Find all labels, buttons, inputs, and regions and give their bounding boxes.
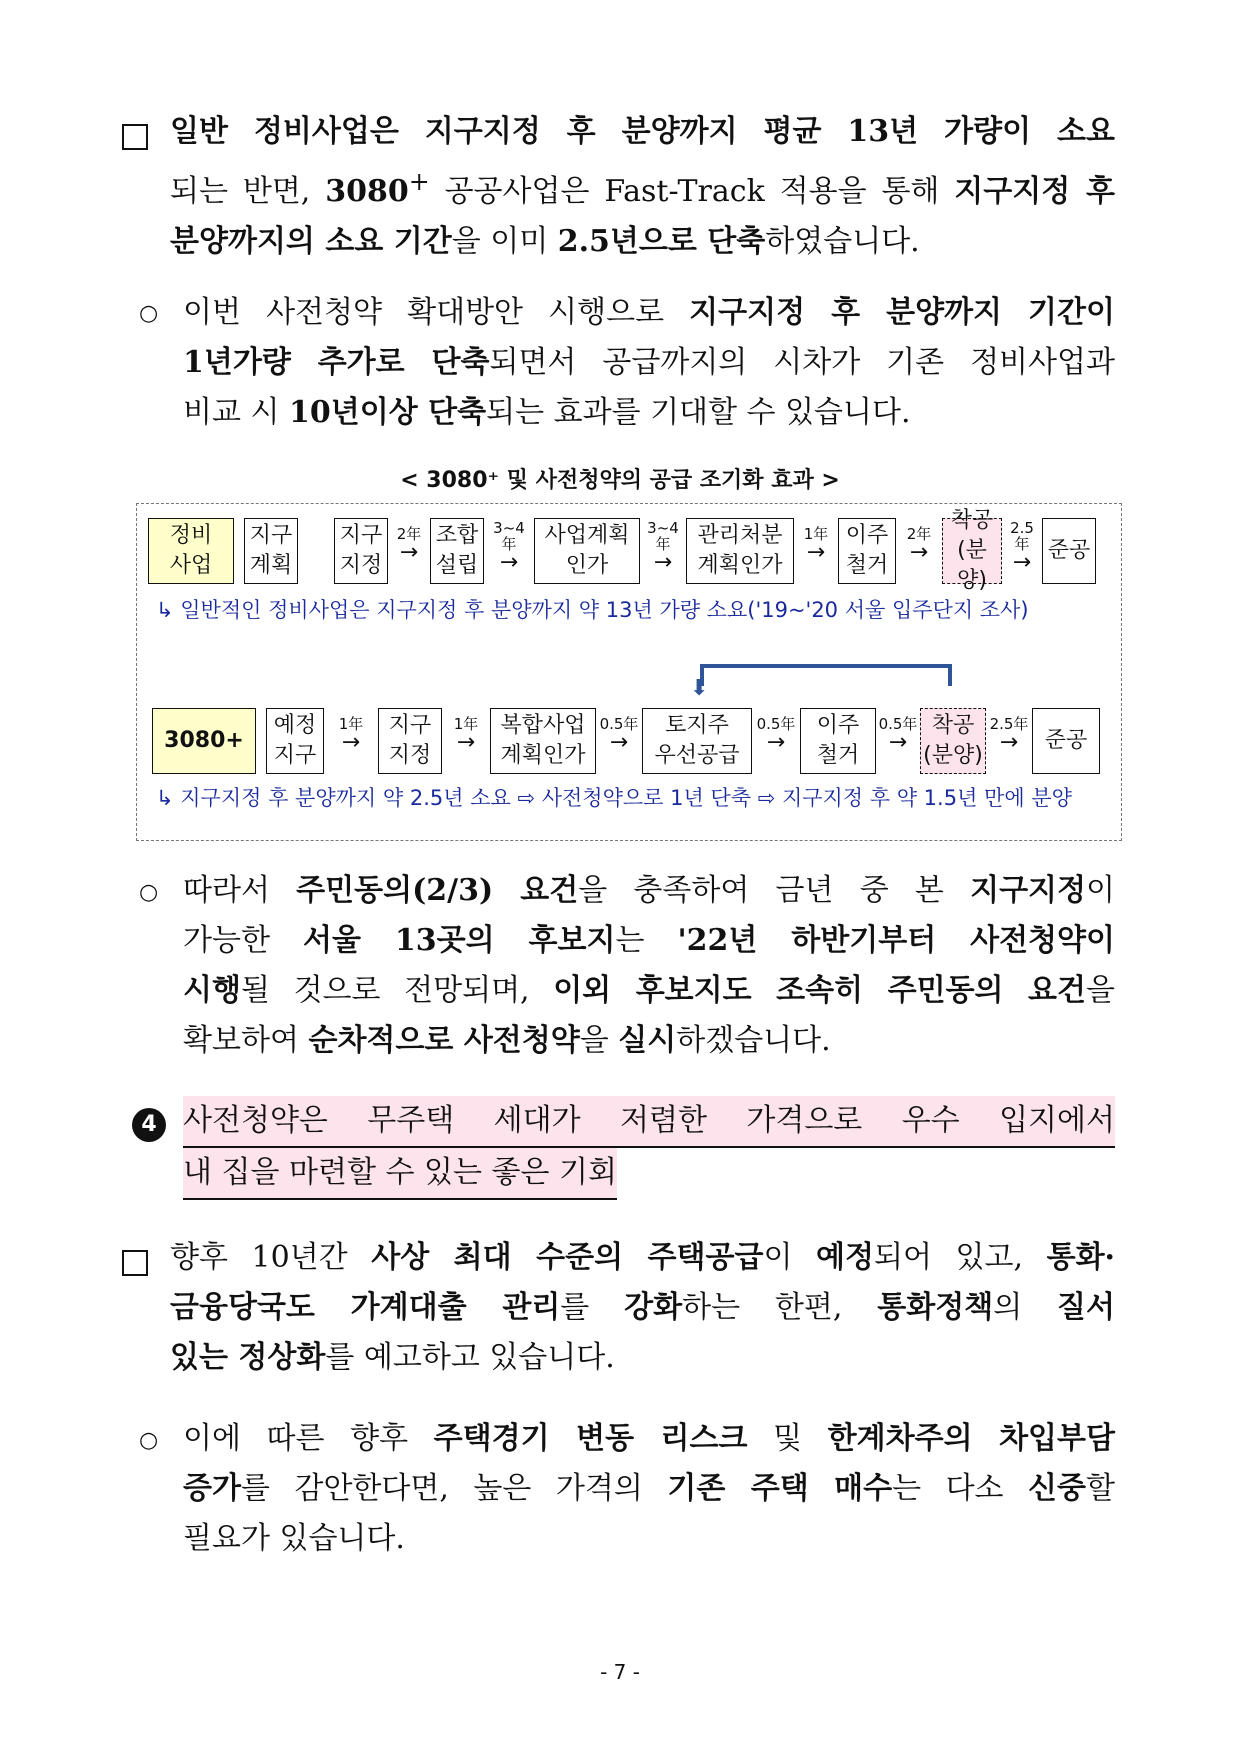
box-iju-cheolgeo: 이주 철거 bbox=[838, 518, 896, 584]
box-johap-seollip: 조합 설립 bbox=[430, 518, 484, 584]
p3-text: 가능한 bbox=[183, 923, 303, 958]
p2-text: 되는 효과를 기대할 수 있습니다. bbox=[486, 395, 911, 430]
arrow-1yr: 1年 → bbox=[453, 715, 479, 755]
p1-text: 되는 반면, bbox=[170, 174, 326, 209]
p1-text: 하였습니다. bbox=[765, 224, 920, 259]
p5-bold: 기존 주택 매수 bbox=[667, 1471, 893, 1506]
p4-bold: 금융당국도 가계대출 관리 bbox=[170, 1290, 561, 1325]
p3-text: 확보하여 bbox=[183, 1023, 309, 1058]
p3-text: 을 충족하여 금년 중 본 bbox=[578, 873, 971, 908]
checkbox-bullet bbox=[122, 1250, 148, 1276]
p5-text: 및 bbox=[747, 1421, 828, 1456]
p3-text: 을 bbox=[1086, 973, 1115, 1008]
p4-text: 를 예고하고 있습니다. bbox=[325, 1340, 615, 1375]
paragraph-5 bbox=[183, 1414, 1115, 1564]
box-toji-ju: 토지주 우선공급 bbox=[642, 708, 752, 774]
p3-text: 될 것으로 전망되며, bbox=[240, 973, 554, 1008]
box-jigu-jijeong-2: 지구 지정 bbox=[378, 708, 442, 774]
p5-text: 이에 따른 향후 bbox=[183, 1421, 434, 1456]
p4-text: 이 bbox=[763, 1240, 817, 1275]
box-saeop-gyehoek: 사업계획 인가 bbox=[534, 518, 640, 584]
box-iju-cheolgeo-2: 이주 철거 bbox=[800, 708, 876, 774]
note-row2: ↳ 지구지정 후 분양까지 약 2.5년 소요 ⇨ 사전청약으로 1년 단축 ⇨ 지구지정 후 약 1.5년 만에 분양 bbox=[156, 786, 1072, 810]
box-yejeong-jigu: 예정 지구 bbox=[266, 708, 324, 774]
arrow-1yr: 1年 → bbox=[338, 715, 364, 755]
p2-text: 이번 사전청약 확대방안 시행으로 bbox=[183, 295, 690, 330]
connector-arrow-down: ⬇ bbox=[690, 676, 709, 701]
p5-bold: 주택경기 변동 리스크 bbox=[433, 1421, 748, 1456]
p5-text: 를 감안한다면, 높은 가격의 bbox=[240, 1471, 668, 1506]
p1-line1: 일반 정비사업은 지구지정 후 분양까지 평균 13년 가량이 소요 bbox=[170, 114, 1115, 149]
p4-bold: 사상 최대 수준의 주택공급 bbox=[371, 1240, 764, 1275]
p3-bold: 순차적으로 사전청약 bbox=[308, 1023, 580, 1058]
p5-bold: 신중 bbox=[1028, 1471, 1087, 1506]
section-heading-4 bbox=[183, 1096, 1115, 1200]
paragraph-4 bbox=[170, 1233, 1115, 1383]
p3-bold: '22년 하반기부터 사전청약이 bbox=[677, 923, 1115, 958]
p3-bold: 실시 bbox=[618, 1023, 677, 1058]
box-jigu-jijeong: 지구 지정 bbox=[334, 518, 388, 584]
p3-bold: 이외 후보지도 조속히 주민동의 요건 bbox=[553, 973, 1087, 1008]
p3-text: 하겠습니다. bbox=[676, 1023, 831, 1058]
p1-sup: + bbox=[408, 167, 430, 196]
p4-bold: 예정 bbox=[816, 1240, 874, 1275]
p3-text: 는 bbox=[615, 923, 678, 958]
box-gwalli-cheobun: 관리처분 계획인가 bbox=[686, 518, 794, 584]
p5-bold: 증가 bbox=[183, 1471, 241, 1506]
p4-bold: 통화· bbox=[1046, 1240, 1115, 1275]
p4-bold: 질서 bbox=[1057, 1290, 1115, 1325]
arrow-2yr: 2年 → bbox=[906, 525, 932, 565]
p4-text: 하는 한편, bbox=[682, 1290, 878, 1325]
box-3080plus: 3080+ bbox=[152, 708, 256, 774]
p4-bold: 통화정책 bbox=[877, 1290, 994, 1325]
p4-text: 되어 있고, bbox=[873, 1240, 1047, 1275]
p3-bold: 주민동의(2/3) 요건 bbox=[296, 873, 579, 908]
heading-line2: 내 집을 마련할 수 있는 좋은 기회 bbox=[183, 1148, 617, 1200]
p1-3080: 3080 bbox=[325, 174, 409, 209]
p3-bold: 시행 bbox=[183, 973, 241, 1008]
p1-bold: 분양까지의 소요 기간 bbox=[170, 224, 452, 259]
arrow-3-4yr: 3~4 年 → bbox=[493, 519, 525, 575]
p1-text: 공공사업은 Fast-Track 적용을 통해 bbox=[429, 174, 955, 209]
p4-text: 를 bbox=[560, 1290, 625, 1325]
p4-bold: 강화 bbox=[624, 1290, 683, 1325]
p3-bold: 지구지정 bbox=[970, 873, 1087, 908]
arrow-0-5yr: 0.5年 → bbox=[756, 715, 796, 755]
p5-text: 는 다소 bbox=[892, 1471, 1029, 1506]
box-chakgong-bunyang-2: 착공 (분양) bbox=[920, 708, 986, 774]
box-jungong: 준공 bbox=[1042, 518, 1096, 584]
p5-text: 할 bbox=[1086, 1471, 1115, 1506]
arrow-3-4yr: 3~4 年 → bbox=[647, 519, 679, 575]
box-jungong-2: 준공 bbox=[1032, 708, 1100, 774]
note-row1: ↳ 일반적인 정비사업은 지구지정 후 분양까지 약 13년 가량 소요('19~'20 서울 입주단지 조사) bbox=[156, 598, 1029, 622]
paragraph-3 bbox=[183, 866, 1115, 1066]
arrow-0-5yr: 0.5年 → bbox=[599, 715, 639, 755]
box-bokhap-saeop: 복합사업 계획인가 bbox=[490, 708, 596, 774]
circle-bullet: ○ bbox=[139, 880, 159, 905]
arrow-2-5yr: 2.5 年 → bbox=[1010, 519, 1034, 575]
paragraph-1 bbox=[170, 107, 1115, 267]
paragraph-2 bbox=[183, 288, 1115, 438]
page-number: - 7 - bbox=[600, 1660, 640, 1684]
arrow-2-5yr: 2.5年 → bbox=[989, 715, 1029, 755]
p3-text: 을 bbox=[579, 1023, 619, 1058]
p1-text: 을 이미 bbox=[451, 224, 558, 259]
p3-text: 따라서 bbox=[183, 873, 297, 908]
figure-title: < 3080⁺ 및 사전청약의 공급 조기화 효과 > bbox=[400, 468, 840, 493]
p4-bold: 있는 정상화 bbox=[170, 1340, 326, 1375]
checkbox-bullet bbox=[122, 124, 148, 150]
p2-bold: 10년이상 단축 bbox=[289, 395, 487, 430]
box-chakgong-bunyang: 착공 (분양) bbox=[942, 518, 1002, 584]
arrow-2yr: 2年 → bbox=[396, 525, 422, 565]
p5-line3: 필요가 있습니다. bbox=[183, 1521, 405, 1556]
p3-text: 이 bbox=[1086, 873, 1115, 908]
p4-text: 향후 10년간 bbox=[170, 1240, 372, 1275]
p3-bold: 서울 13곳의 후보지 bbox=[302, 923, 616, 958]
arrow-0-5yr: 0.5年 → bbox=[878, 715, 918, 755]
p4-text: 의 bbox=[993, 1290, 1058, 1325]
heading-line1: 사전청약은 무주택 세대가 저렴한 가격으로 우수 입지에서 bbox=[183, 1096, 1115, 1148]
p2-bold: 지구지정 후 분양까지 기간이 bbox=[689, 295, 1115, 330]
p2-bold: 1년가량 추가로 단축 bbox=[183, 345, 490, 380]
box-jigu-gyehoek: 지구 계획 bbox=[244, 518, 298, 584]
p2-text: 비교 시 bbox=[183, 395, 290, 430]
box-jeongbi-saeop: 정비 사업 bbox=[148, 518, 234, 584]
p2-text: 되면서 공급까지의 시차가 기존 정비사업과 bbox=[489, 345, 1115, 380]
circle-bullet: ○ bbox=[139, 301, 159, 326]
circle-bullet: ○ bbox=[139, 1428, 159, 1453]
p1-bold: 2.5년으로 단축 bbox=[557, 224, 766, 259]
connector-bracket bbox=[700, 664, 952, 686]
section-number-badge: 4 bbox=[132, 1108, 166, 1142]
p1-bold: 지구지정 후 bbox=[954, 174, 1115, 209]
p5-bold: 한계차주의 차입부담 bbox=[827, 1421, 1115, 1456]
arrow-1yr: 1年 → bbox=[803, 525, 829, 565]
